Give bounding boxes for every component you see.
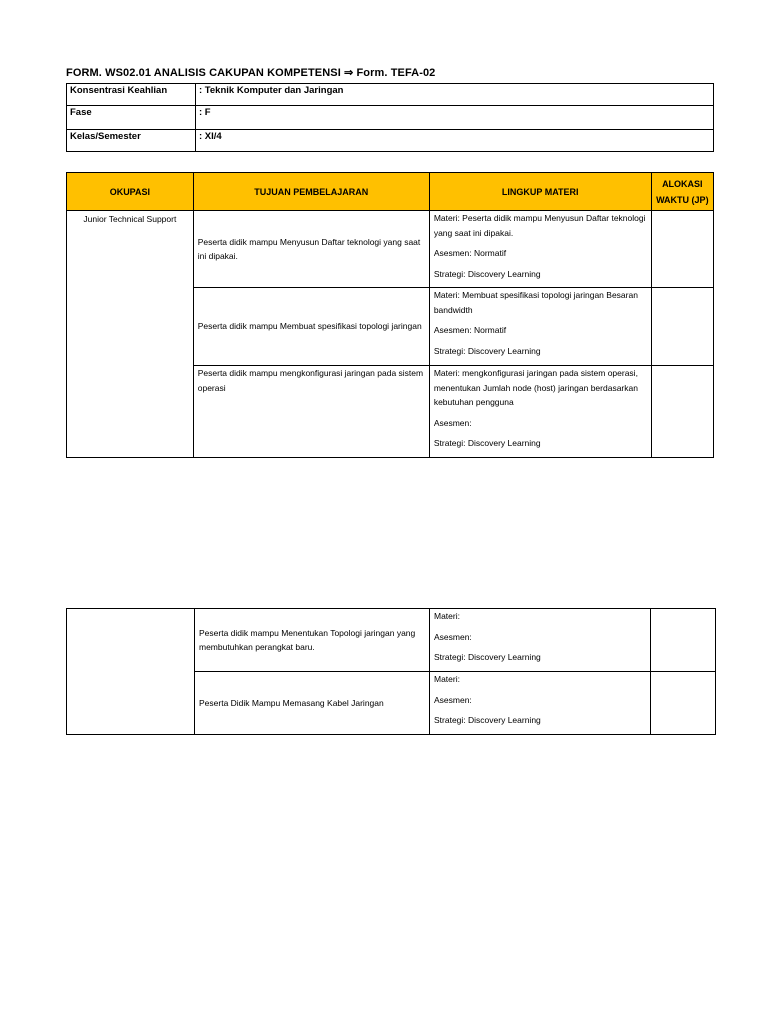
asesmen-text: Asesmen: <box>434 631 472 642</box>
materi-cell <box>430 609 651 672</box>
strategi-text: Strategi: Discovery Learning <box>433 268 541 279</box>
asesmen-text: Asesmen: <box>434 694 472 705</box>
tujuan-cell: Peserta didik mampu Menyusun Daftar teknologi yang saat ini dipakai. <box>193 211 429 288</box>
table-row <box>67 211 714 288</box>
form-title: FORM. WS02.01 ANALISIS CAKUPAN KOMPETENSI ⇒ Form. TEFA-02 <box>66 67 436 79</box>
info-row <box>67 84 714 106</box>
tujuan-cell: Peserta didik mampu Membuat spesifikasi topologi jaringan <box>193 288 429 366</box>
alokasi-cell <box>651 288 713 366</box>
materi-text: Materi: <box>434 611 460 621</box>
materi-cell <box>429 211 651 288</box>
strategi-text: Strategi: Discovery Learning <box>434 715 541 725</box>
materi-text: Materi: mengkonfigurasi jaringan pada sistem operasi, menentukan Jumlah node (host) jaringan berdasarkan kebutuhan pengguna <box>433 368 638 407</box>
materi-text: Materi: Peserta didik mampu Menyusun Daftar teknologi yang saat ini dipakai. <box>433 213 646 238</box>
materi-cell <box>430 672 651 735</box>
info-value: : XI/4 <box>196 130 714 152</box>
asesmen-text: Asesmen: <box>433 417 472 428</box>
strategi-text: Strategi: Discovery Learning <box>434 652 541 662</box>
info-row <box>67 130 714 152</box>
info-value: : F <box>196 106 714 130</box>
header-tujuan: TUJUAN PEMBELAJARAN <box>193 173 429 211</box>
strategi-text: Strategi: Discovery Learning <box>433 438 541 448</box>
materi-text: Materi: Membuat spesifikasi topologi jaringan Besaran bandwidth <box>433 290 638 315</box>
okupasi-cell: Junior Technical Support <box>67 211 194 458</box>
materi-cell <box>429 288 651 366</box>
alokasi-cell <box>651 609 716 672</box>
materi-cell <box>429 366 651 458</box>
info-key: Fase <box>67 106 196 130</box>
table-row <box>67 609 716 672</box>
competency-table-continued <box>66 608 716 735</box>
alokasi-cell <box>651 211 713 288</box>
info-row <box>67 106 714 130</box>
header-row <box>67 173 714 211</box>
strategi-text: Strategi: Discovery Learning <box>433 345 541 356</box>
header-alokasi: ALOKASI WAKTU (JP) <box>651 173 713 211</box>
info-key: Kelas/Semester <box>67 130 196 152</box>
asesmen-text: Asesmen: Normatif <box>433 325 507 335</box>
alokasi-cell <box>651 672 716 735</box>
competency-table <box>66 172 714 458</box>
asesmen-text: Asesmen: Normatif <box>433 248 507 258</box>
info-value: : Teknik Komputer dan Jaringan <box>196 84 714 106</box>
info-key: Konsentrasi Keahlian <box>67 84 196 106</box>
tujuan-cell: Peserta didik mampu Menentukan Topologi jaringan yang membutuhkan perangkat baru. <box>195 609 430 672</box>
info-table <box>66 83 714 152</box>
alokasi-cell <box>651 366 713 458</box>
tujuan-cell: Peserta didik mampu mengkonfigurasi jaringan pada sistem operasi <box>193 366 429 458</box>
header-materi: LINGKUP MATERI <box>429 173 651 211</box>
okupasi-cell <box>67 609 195 735</box>
materi-text: Materi: <box>434 674 460 684</box>
header-okupasi: OKUPASI <box>67 173 194 211</box>
tujuan-cell: Peserta Didik Mampu Memasang Kabel Jaringan <box>195 672 430 735</box>
